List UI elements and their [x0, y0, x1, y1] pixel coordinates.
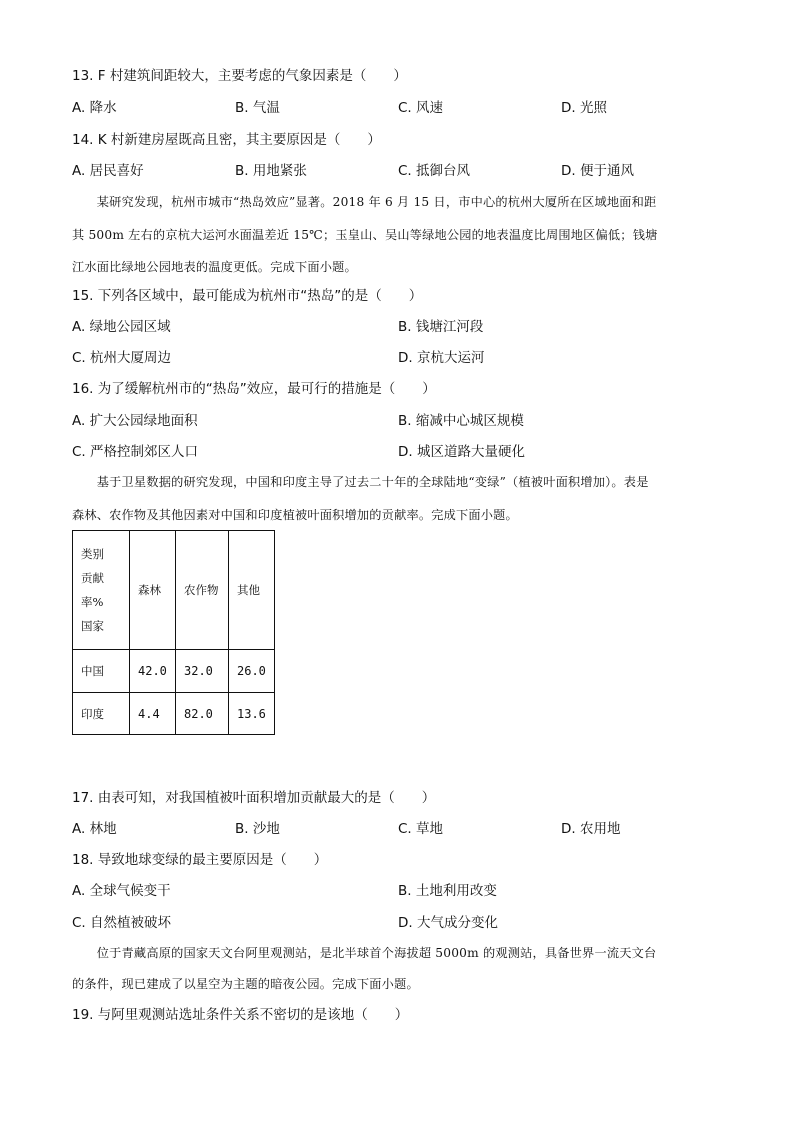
table-cell: 13.6 [229, 693, 275, 735]
option-b: B. 钱塘江河段 [398, 319, 484, 335]
passage-heat-island [72, 192, 724, 277]
option-d: D. 农用地 [561, 821, 621, 837]
table-cell: 4.4 [130, 693, 176, 735]
question-16-options-row1 [72, 411, 724, 431]
option-b: B. 缩减中心城区规模 [398, 413, 524, 429]
option-d: D. 京杭大运河 [398, 350, 485, 366]
passage-line: 位于青藏高原的国家天文台阿里观测站，是北半球首个海拔超 5000m 的观测站，具备世界一流天文台 [72, 946, 657, 960]
option-a: A. 全球气候变干 [72, 883, 171, 899]
question-15-options-row1 [72, 317, 724, 337]
table-row-label: 印度 [73, 693, 130, 735]
passage-line: 森林、农作物及其他因素对中国和印度植被叶面积增加的贡献率。完成下面小题。 [72, 508, 518, 522]
table-cell: 82.0 [176, 693, 229, 735]
option-b: B. 用地紧张 [235, 163, 307, 179]
question-15-stem: 15. 下列各区域中，最可能成为杭州市“热岛”的是（ ） [72, 288, 423, 304]
question-18-options-row2 [72, 913, 724, 933]
passage-line: 基于卫星数据的研究发现，中国和印度主导了过去二十年的全球陆地“变绿”（植被叶面积增加）。表是 [72, 475, 649, 489]
table-cell: 42.0 [130, 650, 176, 693]
option-a: A. 居民喜好 [72, 163, 144, 179]
corner-label: 率% [81, 595, 104, 609]
option-d: D. 大气成分变化 [398, 915, 498, 931]
option-a: A. 绿地公园区域 [72, 319, 171, 335]
option-c: C. 抵御台风 [398, 163, 471, 179]
passage-observatory [72, 943, 724, 994]
question-18-options-row1 [72, 881, 724, 901]
table-header-row [73, 531, 275, 650]
option-c: C. 杭州大厦周边 [72, 350, 172, 366]
passage-line: 其 500m 左右的京杭大运河水面温差近 15℃；玉皇山、吴山等绿地公园的地表温度比周围地区偏低；钱塘 [72, 228, 658, 242]
option-a: A. 降水 [72, 100, 117, 116]
option-b: B. 沙地 [235, 821, 280, 837]
question-15-options-row2 [72, 348, 724, 368]
question-14-stem: 14. K 村新建房屋既高且密，其主要原因是（ ） [72, 132, 381, 148]
question-17-stem: 17. 由表可知，对我国植被叶面积增加贡献最大的是（ ） [72, 790, 436, 806]
table-cell: 26.0 [229, 650, 275, 693]
question-19-stem: 19. 与阿里观测站选址条件关系不密切的是该地（ ） [72, 1007, 409, 1023]
table-row [73, 650, 275, 693]
option-c: C. 风速 [398, 100, 444, 116]
table-header-cell: 森林 [130, 531, 176, 650]
corner-label: 国家 [81, 619, 104, 633]
question-18-stem: 18. 导致地球变绿的最主要原因是（ ） [72, 852, 328, 868]
option-c: C. 自然植被破坏 [72, 915, 172, 931]
table-header-cell [176, 531, 229, 650]
question-16-options-row2 [72, 442, 724, 462]
question-13-stem: 13. F 村建筑间距较大，主要考虑的气象因素是（ ） [72, 68, 407, 84]
option-d: D. 城区道路大量硬化 [398, 444, 525, 460]
option-b: B. 土地利用改变 [398, 883, 497, 899]
table-row-label: 中国 [73, 650, 130, 693]
option-b: B. 气温 [235, 100, 280, 116]
passage-greening [72, 472, 724, 525]
table-row [73, 693, 275, 735]
corner-label: 类别 [81, 547, 104, 561]
table-corner-header [73, 531, 130, 650]
option-a: A. 扩大公园绿地面积 [72, 413, 198, 429]
corner-label: 贡献 [81, 571, 104, 585]
question-17-options [72, 819, 724, 839]
passage-line: 江水面比绿地公园地表的温度更低。完成下面小题。 [72, 260, 357, 274]
passage-line: 的条件，现已建成了以星空为主题的暗夜公园。完成下面小题。 [72, 977, 419, 991]
option-c: C. 草地 [398, 821, 444, 837]
option-d: D. 便于通风 [561, 163, 634, 179]
contribution-table [72, 530, 275, 735]
question-13-options [72, 98, 724, 118]
table-cell: 32.0 [176, 650, 229, 693]
option-c: C. 严格控制郊区人口 [72, 444, 199, 460]
option-d: D. 光照 [561, 100, 607, 116]
header-text: 农作物 [184, 583, 219, 597]
passage-line: 某研究发现，杭州市城市“热岛效应”显著。2018 年 6 月 15 日，市中心的杭州大厦所在区域地面和距 [72, 195, 657, 209]
option-a: A. 林地 [72, 821, 117, 837]
question-14-options [72, 161, 724, 181]
question-16-stem: 16. 为了缓解杭州市的“热岛”效应，最可行的措施是（ ） [72, 381, 436, 397]
table-header-cell: 其他 [229, 531, 275, 650]
